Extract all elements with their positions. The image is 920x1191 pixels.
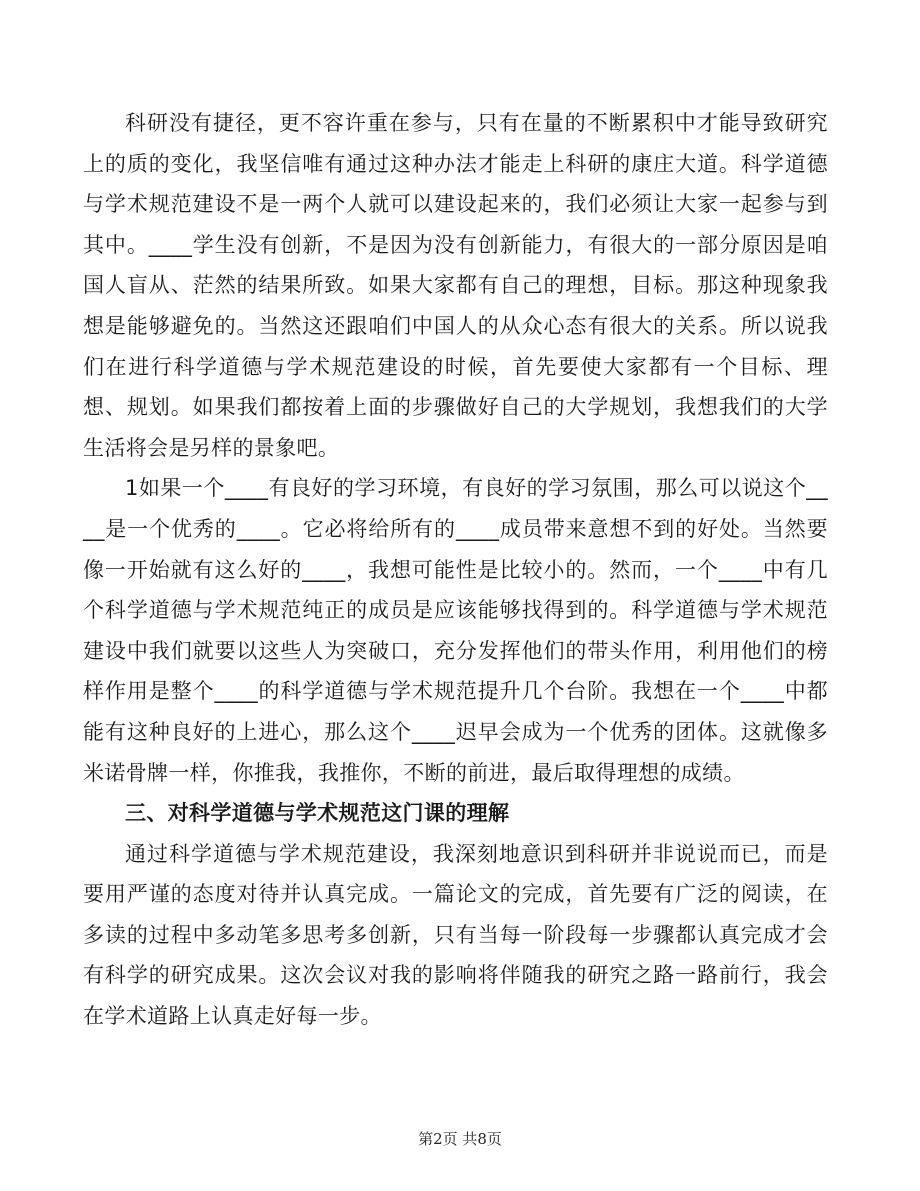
paragraph-research-no-shortcut: 科研没有捷径，更不容许重在参与，只有在量的不断累积中才能导致研究上的质的变化，我坚信唯有通过这种办法才能走上科研的康庄大道。科学道德与学术规范建设不是一两个人就可以建设起来的，我们必须让大家一起参与到其中。____学生没有创新，不是因为没有创新能力，有很大的一部分原因是咱国人盲从、茫然的结果所致。如果大家都有自己的理想，目标。那这种现象我想是能够避免的。当然这还跟咱们中国人的从众心态有很大的关系。所以说我们在进行科学道德与学术规范建设的时候，首先要使大家都有一个目标、理想、规划。如果我们都按着上面的步骤做好自己的大学规划，我想我们的大学生活将会是另样的景象吧。 <box>83 111 828 460</box>
document-body <box>83 103 828 1037</box>
section-heading: 三、对科学道德与学术规范这门课的理解 <box>125 801 510 826</box>
paragraph-good-environment: 1如果一个____有良好的学习环境，有良好的学习氛围，那么可以说这个____是一个优秀的____。它必将给所有的____成员带来意想不到的好处。当然要像一开始就有这么好的____，我想可能性是比较小的。然而，一个____中有几个科学道德与学术规范纯正的成员是应该能够找得到的。科学道德与学术规范建设中我们就要以这些人为突破口，充分发挥他们的带头作用，利用他们的榜样作用是整个____的科学道德与学术规范提升几个台阶。我想在一个____中都能有这种良好的上进心，那么这个____迟早会成为一个优秀的团体。这就像多米诺骨牌一样，你推我，我推你，不断的前进，最后取得理想的成绩。 <box>83 476 828 785</box>
paragraph-course-understanding: 通过科学道德与学术规范建设，我深刻地意识到科研并非说说而已，而是要用严谨的态度对待并认真完成。一篇论文的完成，首先要有广泛的阅读，在多读的过程中多动笔多思考多创新，只有当每一阶段每一步骤都认真完成才会有科学的研究成果。这次会议对我的影响将伴随我的研究之路一路前行，我会在学术道路上认真走好每一步。 <box>83 841 828 1029</box>
page-footer: 第2页 共8页 <box>418 1130 502 1148</box>
